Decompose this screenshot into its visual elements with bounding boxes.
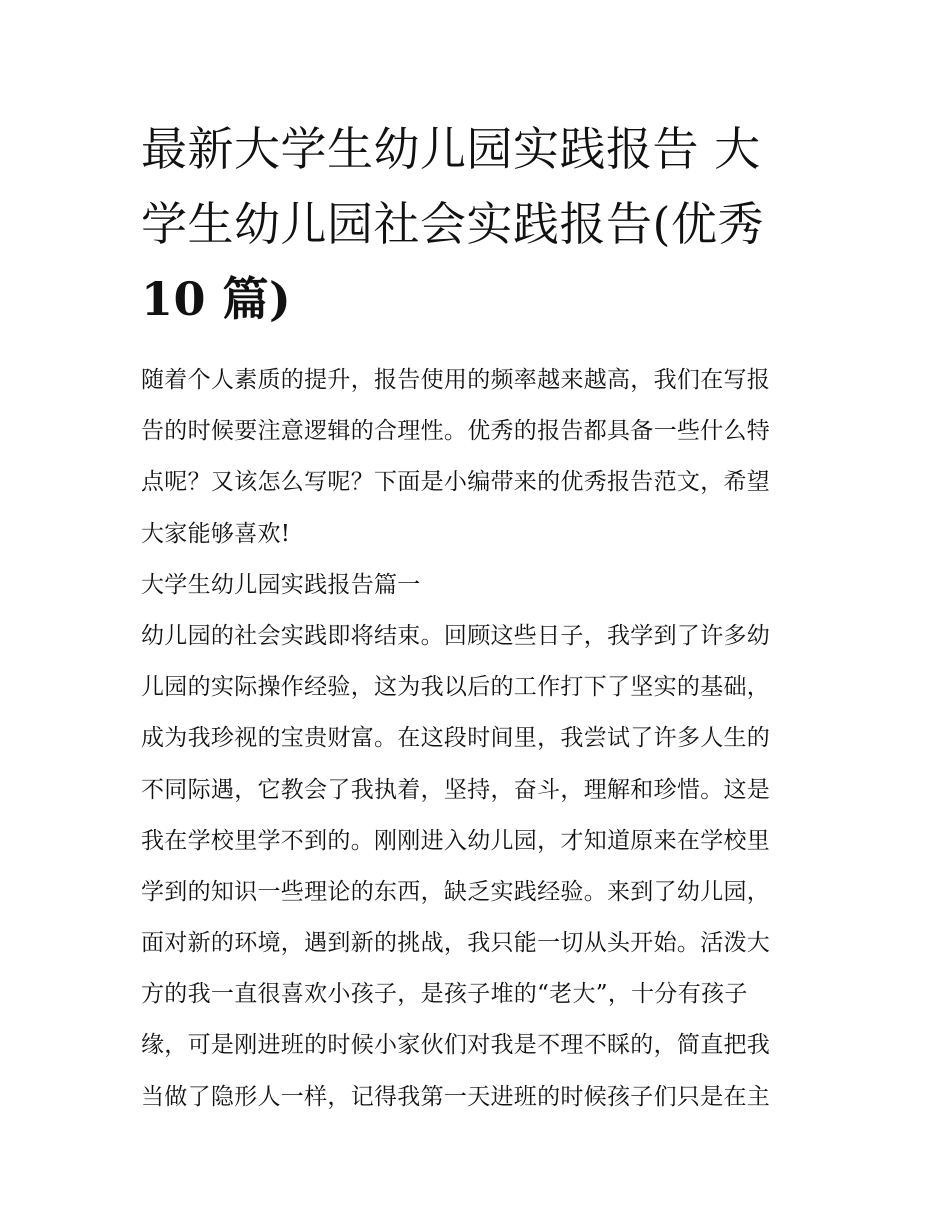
body-line: 面对新的环境，遇到新的挑战，我只能一切从头开始。活泼大	[141, 930, 771, 957]
body-line: 成为我珍视的宝贵财富。在这段时间里，我尝试了许多人生的	[141, 725, 771, 752]
body-line: 儿园的实际操作经验，这为我以后的工作打下了坚实的基础，	[141, 674, 771, 701]
intro-line: 随着个人素质的提升，报告使用的频率越来越高，我们在写报	[141, 367, 771, 393]
document-body	[141, 355, 813, 1123]
title-line: 10 篇)	[141, 272, 292, 326]
title-line: 最新大学生幼儿园实践报告 大	[141, 122, 761, 176]
body-line: 我在学校里学不到的。刚刚进入幼儿园，才知道原来在学校里	[141, 827, 771, 854]
document-title	[141, 112, 813, 337]
body-line: 不同际遇，它教会了我执着，坚持，奋斗，理解和珍惜。这是	[141, 776, 771, 803]
intro-line: 告的时候要注意逻辑的合理性。优秀的报告都具备一些什么特	[141, 418, 771, 445]
body-line: 缘，可是刚进班的时候小家伙们对我是不理不睬的，简直把我	[141, 1032, 771, 1059]
section-heading: 大学生幼儿园实践报告篇一	[141, 571, 421, 598]
body-line: 学到的知识一些理论的东西，缺乏实践经验。来到了幼儿园，	[141, 878, 771, 905]
body-line: 幼儿园的社会实践即将结束。回顾这些日子，我学到了许多幼	[141, 622, 771, 649]
intro-line: 点呢？又该怎么写呢？下面是小编带来的优秀报告范文，希望	[141, 469, 771, 496]
title-line: 学生幼儿园社会实践报告(优秀	[141, 197, 764, 251]
intro-line: 大家能够喜欢!	[141, 520, 291, 547]
body-line: 当做了隐形人一样，记得我第一天进班的时候孩子们只是在主	[141, 1083, 771, 1110]
document-page	[141, 112, 813, 1123]
body-line: 方的我一直很喜欢小孩子，是孩子堆的“老大”，十分有孩子	[141, 981, 748, 1008]
